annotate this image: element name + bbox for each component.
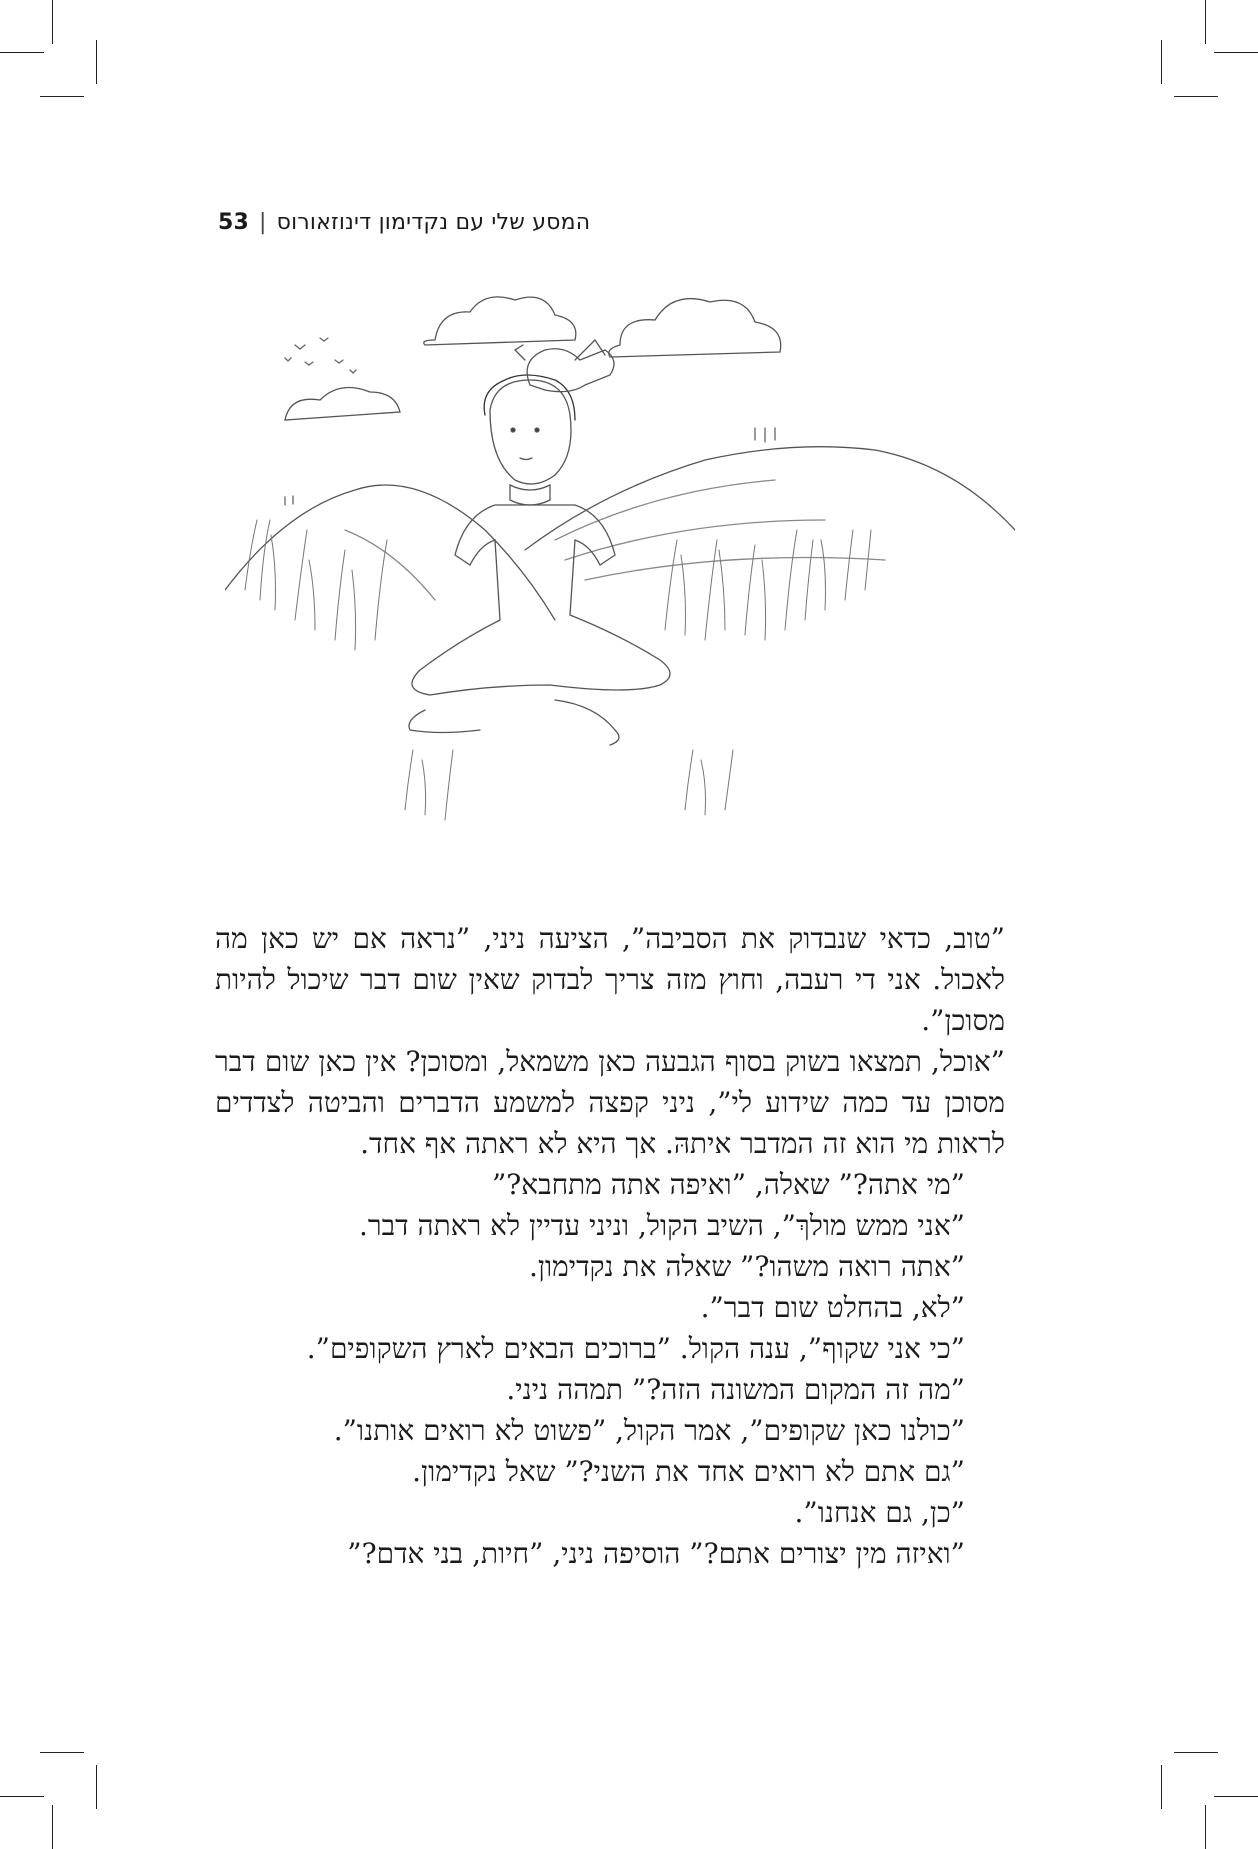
dialog-line: ”אני ממש מולךְ”, השיב הקול, וניני עדיין לא ראתה דבר. (359, 1209, 965, 1242)
crop-mark (1214, 1796, 1258, 1797)
paragraph: ”טוב, כדאי שנבדוק את הסביבה”, הציעה ניני, ”נראה אם יש כאן מה לאכול. אני די רעבה, וחוץ מזה צריך לבדוק שאין שום דבר שיכול להיות מסוכן”. (215, 922, 1005, 1037)
dialog-line: ”מי אתה?” שאלה, ”ואיפה אתה מתחבא?” (491, 1168, 965, 1201)
crop-mark (1174, 96, 1218, 97)
header-separator: | (259, 210, 267, 235)
crop-mark (1161, 40, 1162, 84)
crop-mark (52, 1805, 53, 1849)
crop-mark (52, 0, 53, 44)
cloud (424, 297, 576, 345)
crop-mark (96, 40, 97, 84)
hill-lines (345, 480, 885, 600)
illustration (225, 290, 1015, 890)
dialog-line: ”גם אתם לא רואים אחד את השני?” שאל נקדימון. (412, 1455, 965, 1488)
dialog-line: ”מה זה המקום המשונה הזה?” תמהה ניני. (506, 1373, 965, 1406)
crop-mark (1161, 1765, 1162, 1809)
body-text (215, 918, 1005, 1574)
crop-mark (1214, 52, 1258, 53)
paragraph: ”אוכל, תמצאו בשוק בסוף הגבעה כאן משמאל, ומסוכן? אין כאן שום דבר מסוכן עד כמה שידוע לי”, ניני קפצה למשמע הדברים והביטה לצדדים לראות מי הוא זה המדבר איתהּ. אך היא לא ראתה אף אחד. (215, 1045, 1005, 1160)
running-head (218, 210, 938, 235)
trees (285, 428, 775, 505)
girl-figure (409, 375, 670, 745)
crop-mark (1174, 1752, 1218, 1753)
crop-mark (1205, 0, 1206, 44)
dialog-line: ”כי אני שקוף”, ענה הקול. ”ברוכים הבאים לארץ השקופים”. (306, 1332, 965, 1365)
book-title: המסע שלי עם נקדימון דינוזאורוס (276, 210, 591, 235)
hill (525, 447, 1015, 550)
crop-mark (0, 1796, 44, 1797)
dinosaur-figure (515, 340, 614, 392)
dialog-line: ”ואיזה מין יצורים אתם?” הוסיפה ניני, ”חיות, בני אדם?” (347, 1537, 965, 1570)
crop-mark (96, 1765, 97, 1809)
dialog-line: ”אתה רואה משהו?” שאלה את נקדימון. (528, 1250, 965, 1283)
crop-mark (0, 52, 44, 53)
cloud (609, 299, 781, 357)
page-number: 53 (218, 210, 250, 235)
dialog-line: ”לא, בהחלט שום דבר”. (700, 1291, 965, 1324)
grass (245, 520, 871, 820)
dialog-line: ”כן, גם אנחנו”. (794, 1496, 965, 1529)
dialog-line: ”כולנו כאן שקופים”, אמר הקול, ”פשוט לא רואים אותנו”. (333, 1414, 965, 1447)
cloud (285, 388, 400, 421)
crop-mark (40, 96, 84, 97)
crop-mark (40, 1752, 84, 1753)
birds (285, 338, 356, 373)
crop-mark (1205, 1805, 1206, 1849)
